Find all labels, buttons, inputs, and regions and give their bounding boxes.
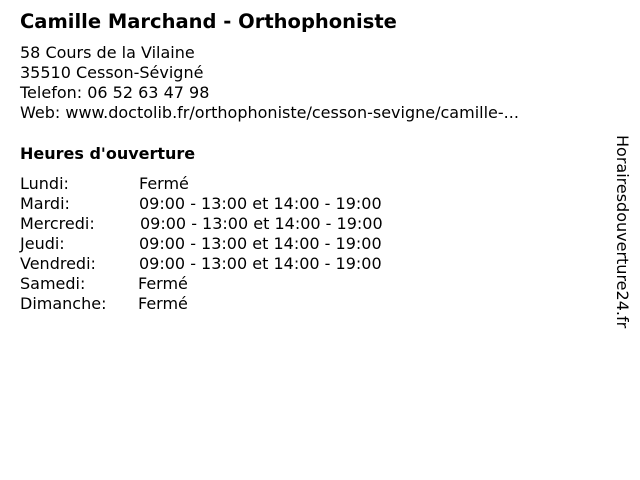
day-label: Dimanche:	[20, 294, 107, 313]
opening-hours-heading: Heures d'ouverture	[20, 144, 196, 163]
day-hours: 09:00 - 13:00 et 14:00 - 19:00	[139, 194, 382, 213]
day-label: Mardi:	[20, 194, 70, 213]
day-hours: Fermé	[139, 174, 189, 193]
day-hours: Fermé	[138, 274, 188, 293]
day-label: Jeudi:	[20, 234, 65, 253]
day-label: Mercredi:	[20, 214, 95, 233]
site-watermark: Horairesdouverture24.fr	[613, 135, 632, 329]
website-link[interactable]: Web: www.doctolib.fr/orthophoniste/cesson-sevigne/camille-...	[20, 103, 519, 122]
phone-number: Telefon: 06 52 63 47 98	[20, 83, 210, 102]
day-label: Samedi:	[20, 274, 86, 293]
day-hours: 09:00 - 13:00 et 14:00 - 19:00	[140, 214, 383, 233]
business-address-block	[20, 43, 519, 123]
address-street: 58 Cours de la Vilaine	[20, 43, 195, 62]
day-hours: 09:00 - 13:00 et 14:00 - 19:00	[139, 254, 382, 273]
day-hours: 09:00 - 13:00 et 14:00 - 19:00	[139, 234, 382, 253]
address-city: 35510 Cesson-Sévigné	[20, 63, 204, 82]
business-title: Camille Marchand - Orthophoniste	[20, 10, 397, 33]
day-label: Lundi:	[20, 174, 69, 193]
day-label: Vendredi:	[20, 254, 96, 273]
day-hours: Fermé	[138, 294, 188, 313]
